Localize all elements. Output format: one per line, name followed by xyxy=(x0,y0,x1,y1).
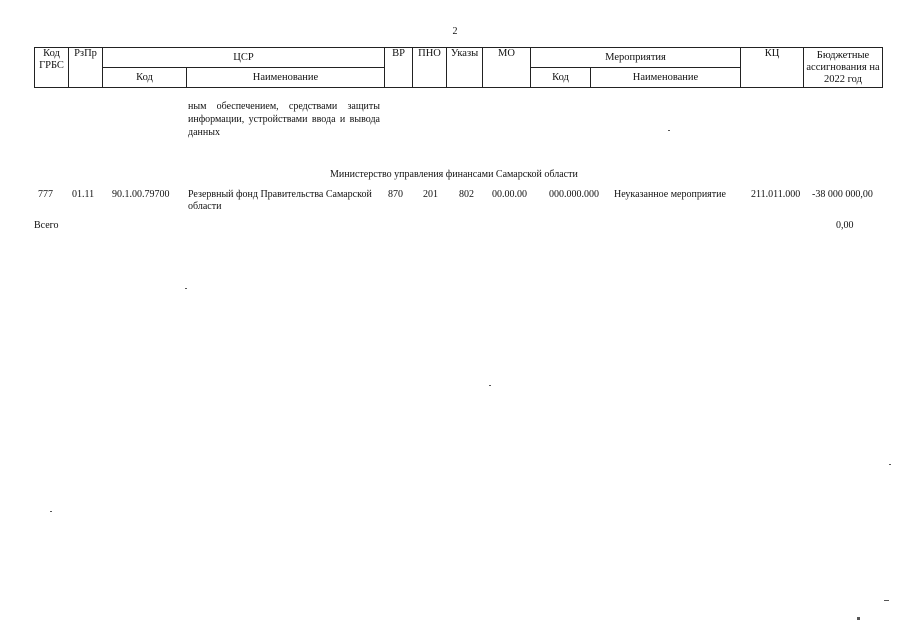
section-title: Министерство управления финансами Самарской области xyxy=(330,169,578,180)
header-kts: КЦ xyxy=(741,48,804,88)
row-kts: 211.011.000 xyxy=(751,189,801,200)
header-vr: ВР xyxy=(385,48,413,88)
scan-speck xyxy=(489,385,491,386)
header-meropriyatiya: Мероприятия xyxy=(531,48,741,68)
header-tsr-kod: Код xyxy=(103,68,187,88)
row-mo: 00.00.00 xyxy=(492,189,527,200)
scan-speck xyxy=(50,511,52,512)
header-tsr-name: Наименование xyxy=(187,68,385,88)
scan-speck xyxy=(668,130,670,131)
row-mer-kod: 000.000.000 xyxy=(549,189,599,200)
header-pno: ПНО xyxy=(413,48,447,88)
row-vr: 870 xyxy=(388,189,403,200)
row-pno: 201 xyxy=(423,189,438,200)
header-mer-name: Наименование xyxy=(591,68,741,88)
scan-speck xyxy=(857,617,860,620)
header-mer-kod: Код xyxy=(531,68,591,88)
header-budget: Бюджетные ассигнования на 2022 год xyxy=(804,48,883,88)
row-mer-name: Неуказанное мероприятие xyxy=(614,189,726,200)
row-ukazy: 802 xyxy=(459,189,474,200)
page-number: 2 xyxy=(452,26,458,37)
total-value: 0,00 xyxy=(836,220,854,231)
row-grbs: 777 xyxy=(38,189,53,200)
header-rzpr: РзПр xyxy=(69,48,103,88)
row-tsr-name: Резервный фонд Правительства Самарской области xyxy=(188,189,372,212)
row-tsr-kod: 90.1.00.79700 xyxy=(112,189,170,200)
scan-speck xyxy=(884,600,889,601)
row-amount: -38 000 000,00 xyxy=(812,189,873,200)
row-rzpr: 01.11 xyxy=(72,189,95,200)
continuation-text: ным обеспечением, средствами защиты информации, устройствами ввода и вывода данных xyxy=(188,101,380,138)
header-mo: МО xyxy=(483,48,531,88)
header-ukazy: Указы xyxy=(447,48,483,88)
scan-speck xyxy=(185,288,187,289)
table-header xyxy=(34,47,883,88)
header-kod-grbs: Код ГРБС xyxy=(35,48,69,88)
total-label: Всего xyxy=(34,220,59,231)
scan-speck xyxy=(889,464,891,465)
header-tsr: ЦСР xyxy=(103,48,385,68)
